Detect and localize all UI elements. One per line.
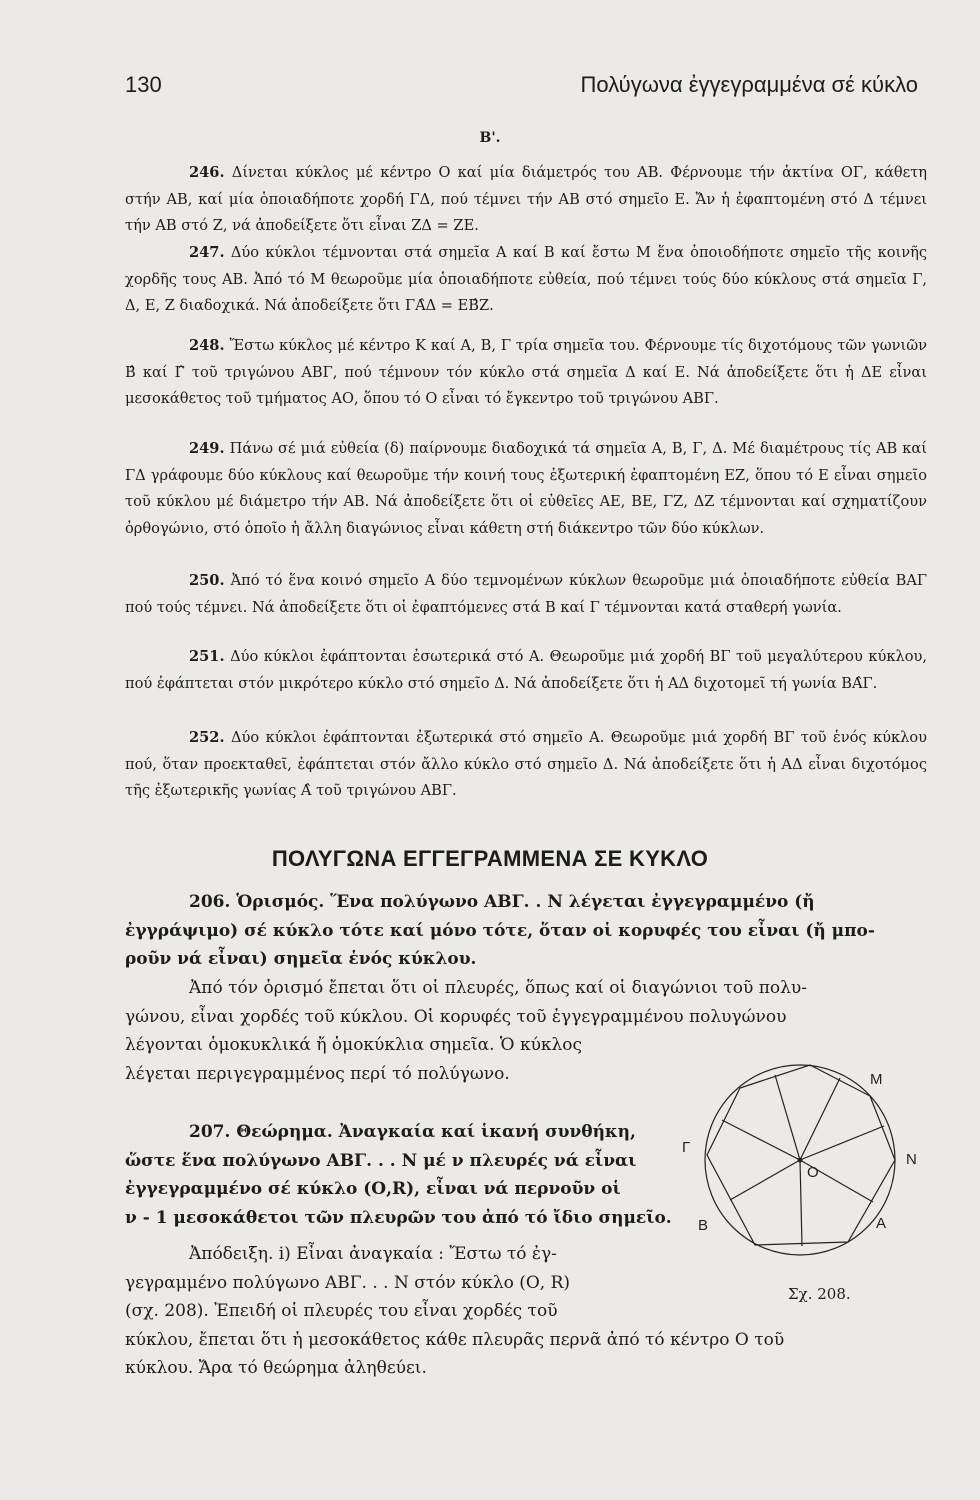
section-title: ΠΟΛΥΓΩΝΑ ΕΓΓΕΓΡΑΜΜΕΝΑ ΣΕ ΚΥΚΛΟ bbox=[271, 846, 709, 871]
bisector-line bbox=[800, 1078, 840, 1160]
exercise-250 bbox=[125, 568, 927, 621]
bisector-line bbox=[722, 1120, 800, 1160]
theorem-line: ὥστε ἕνα πολύγωνο ΑΒΓ. . . Ν μέ ν πλευρές νά εἶναι bbox=[125, 1150, 637, 1171]
bisector-line bbox=[775, 1075, 800, 1160]
proof-line: γεγραμμένο πολύγωνο ΑΒΓ. . . Ν στόν κύκλο (Ο, R) bbox=[125, 1272, 571, 1293]
exercise-249 bbox=[125, 436, 927, 542]
exercise-text: Ἔστω κύκλος μέ κέντρο Κ καί Α, Β, Γ τρία σημεῖα του. Φέρνουμε τίς διχοτόμους τῶν γωνιῶν Β̂ καί Γ̂ τοῦ τριγώνου ΑΒΓ, πού τέμνουν τόν κύκλο στά σημεῖα Δ καί Ε. Νά ἀποδείξετε ὅτι ἡ ΔΕ εἶναι μεσοκάθετος τοῦ τμήματος ΑΟ, ὅπου τό Ο εἶναι τό ἔγκεντρο τοῦ τριγώνου ΑΒΓ. bbox=[125, 337, 928, 407]
exercise-246 bbox=[125, 160, 927, 240]
body-line: γώνου, εἶναι χορδές τοῦ κύκλου. Οἱ κορυφές τοῦ ἐγγεγραμμένου πολυγώνου bbox=[125, 1006, 787, 1027]
running-title: Πολύγωνα ἐγγεγραμμένα σέ κύκλο bbox=[580, 72, 918, 97]
page-header bbox=[125, 72, 918, 108]
label-m: M bbox=[870, 1071, 883, 1088]
figure-caption: Σχ. 208. bbox=[788, 1285, 851, 1303]
definition-line: ἐγγράψιμο) σέ κύκλο τότε καί μόνο τότε, ὅταν οἱ κορυφές του εἶναι (ἤ μπο- bbox=[125, 920, 875, 941]
label-n: N bbox=[906, 1151, 917, 1168]
exercise-text: Πάνω σέ μιά εὐθεία (δ) παίρνουμε διαδοχικά τά σημεῖα Α, Β, Γ, Δ. Μέ διαμέτρους τίς ΑΒ καί ΓΔ γράφουμε δύο κύκλους καί θεωροῦμε τήν κοινή τους ἐξωτερική ἐφαπτομένη ΕΖ, ὅπου τό Ε εἶναι σημεῖο τοῦ κύκλου μέ διάμετρο τήν ΑΒ. Νά ἀποδείξετε ὅτι οἱ εὐθεῖες ΑΕ, ΒΕ, ΓΖ, ΔΖ τέμνονται καί σχηματίζουν ὀρθογώνιο, στό ὁποῖο ἡ ἄλλη διαγώνιος εἶναι κάθετη στή διάκεντρο τῶν δύο κύκλων. bbox=[125, 440, 927, 537]
definition-block bbox=[125, 888, 927, 974]
definition-line: ροῦν νά εἶναι) σημεῖα ἑνός κύκλου. bbox=[125, 949, 477, 970]
definition-line: 206. Ὁρισμός. Ἕνα πολύγωνο ΑΒΓ. . Ν λέγεται ἐγγεγραμμένο (ἤ bbox=[189, 892, 815, 912]
polygon-figure bbox=[680, 1060, 940, 1310]
proof-line: Ἀπόδειξη. i) Εἶναι ἀναγκαία : Ἔστω τό ἐγ- bbox=[189, 1244, 557, 1264]
figure-208 bbox=[680, 1060, 940, 1310]
label-gamma: Γ bbox=[682, 1139, 691, 1156]
label-o: O bbox=[807, 1164, 819, 1181]
body-line: λέγονται ὁμοκυκλικά ἤ ὁμοκύκλια σημεῖα. Ὁ κύκλος bbox=[125, 1035, 583, 1056]
theorem-block bbox=[125, 1118, 685, 1232]
exercise-252 bbox=[125, 725, 927, 805]
body-line: λέγεται περιγεγραμμένος περί τό πολύγωνο. bbox=[125, 1063, 510, 1084]
exercise-text: Δύο κύκλοι ἐφάπτονται ἐξωτερικά στό σημεῖο Α. Θεωροῦμε μιά χορδή ΒΓ τοῦ ἑνός κύκλου πού, ὅταν προεκταθεῖ, ἐφάπτεται στόν ἄλλο κύκλο στό σημεῖο Δ. Νά ἀποδείξετε ὅτι ἡ ΑΔ εἶναι διχοτόμος τῆς ἐξωτερικῆς γωνίας Α̂ τοῦ τριγώνου ΑΒΓ. bbox=[125, 729, 928, 799]
label-b: B bbox=[698, 1217, 709, 1234]
proof-line: κύκλου. Ἄρα τό θεώρημα ἀληθεύει. bbox=[125, 1358, 427, 1379]
label-a: A bbox=[876, 1215, 887, 1232]
exercise-number: 252. bbox=[189, 729, 225, 746]
exercise-text: Ἀπό τό ἕνα κοινό σημεῖο Α δύο τεμνομένων κύκλων θεωροῦμε μιά ὁποιαδήποτε εὐθεία ΒΑΓ πού τούς τέμνει. Νά ἀποδείξετε ὅτι οἱ ἐφαπτόμενες στά Β καί Γ τέμνονται κατά σταθερή γωνία. bbox=[125, 572, 928, 616]
page-number: 130 bbox=[125, 72, 162, 97]
body-line: Ἀπό τόν ὁρισμό ἔπεται ὅτι οἱ πλευρές, ὅπως καί οἱ διαγώνιοι τοῦ πολυ- bbox=[189, 978, 807, 998]
exercise-number: 251. bbox=[189, 648, 225, 665]
exercise-number: 250. bbox=[189, 572, 225, 589]
bisector-line bbox=[800, 1160, 802, 1246]
theorem-line: ἐγγεγραμμένο σέ κύκλο (Ο,R), εἶναι νά περνοῦν οἱ bbox=[125, 1179, 621, 1200]
exercise-247 bbox=[125, 240, 927, 320]
center-point bbox=[798, 1158, 803, 1163]
proof-line: (σχ. 208). Ἐπειδή οἱ πλευρές του εἶναι χορδές τοῦ bbox=[125, 1301, 558, 1322]
exercise-251 bbox=[125, 644, 927, 697]
bisector-line bbox=[800, 1126, 884, 1160]
exercise-number: 247. bbox=[189, 244, 225, 261]
theorem-line: 207. Θεώρημα. Ἀναγκαία καί ἱκανή συνθήκη, bbox=[189, 1122, 636, 1142]
exercise-248 bbox=[125, 333, 927, 413]
exercise-number: 249. bbox=[189, 440, 225, 457]
exercise-text: Δύο κύκλοι τέμνονται στά σημεῖα Α καί Β καί ἔστω Μ ἕνα ὁποιοδήποτε σημεῖο τῆς κοινῆς χορδῆς τους ΑΒ. Ἀπό τό Μ θεωροῦμε μία ὁποιαδήποτε εὐθεία, πού τέμνει τούς δύο κύκλους στά σημεῖα Γ, Δ, Ε, Ζ διαδοχικά. Νά ἀποδείξετε ὅτι ΓΑ̂Δ = ΕΒ̂Ζ. bbox=[125, 244, 928, 314]
theorem-line: ν - 1 μεσοκάθετοι τῶν πλευρῶν του ἀπό τό ἴδιο σημεῖο. bbox=[125, 1207, 672, 1228]
bisector-line bbox=[730, 1160, 800, 1200]
exercise-number: 246. bbox=[189, 164, 225, 181]
exercise-text: Δύο κύκλοι ἐφάπτονται ἐσωτερικά στό Α. Θεωροῦμε μιά χορδή ΒΓ τοῦ μεγαλύτερου κύκλου, πού ἐφάπτεται στόν μικρότερο κύκλο στό σημεῖο Δ. Νά ἀποδείξετε ὅτι ἡ ΑΔ διχοτομεῖ τή γωνία ΒΑ̂Γ. bbox=[125, 648, 928, 692]
exercise-text: Δίνεται κύκλος μέ κέντρο Ο καί μία διάμετρός του ΑΒ. Φέρνουμε τήν ἀκτίνα ΟΓ, κάθετη στήν ΑΒ, καί μία ὁποιαδήποτε χορδή ΓΔ, πού τέμνει τήν ΑΒ στό σημεῖο Ε. Ἄν ἡ ἐφαπτομένη στό Δ τέμνει τήν ΑΒ στό Ζ, νά ἀποδείξετε ὅτι εἶναι ΖΔ = ΖΕ. bbox=[125, 164, 928, 234]
section-mark: B'. bbox=[479, 130, 501, 146]
exercise-number: 248. bbox=[189, 337, 225, 354]
proof-line: κύκλου, ἔπεται ὅτι ἡ μεσοκάθετος κάθε πλευρᾶς περνᾶ ἀπό τό κέντρο Ο τοῦ bbox=[125, 1329, 785, 1350]
